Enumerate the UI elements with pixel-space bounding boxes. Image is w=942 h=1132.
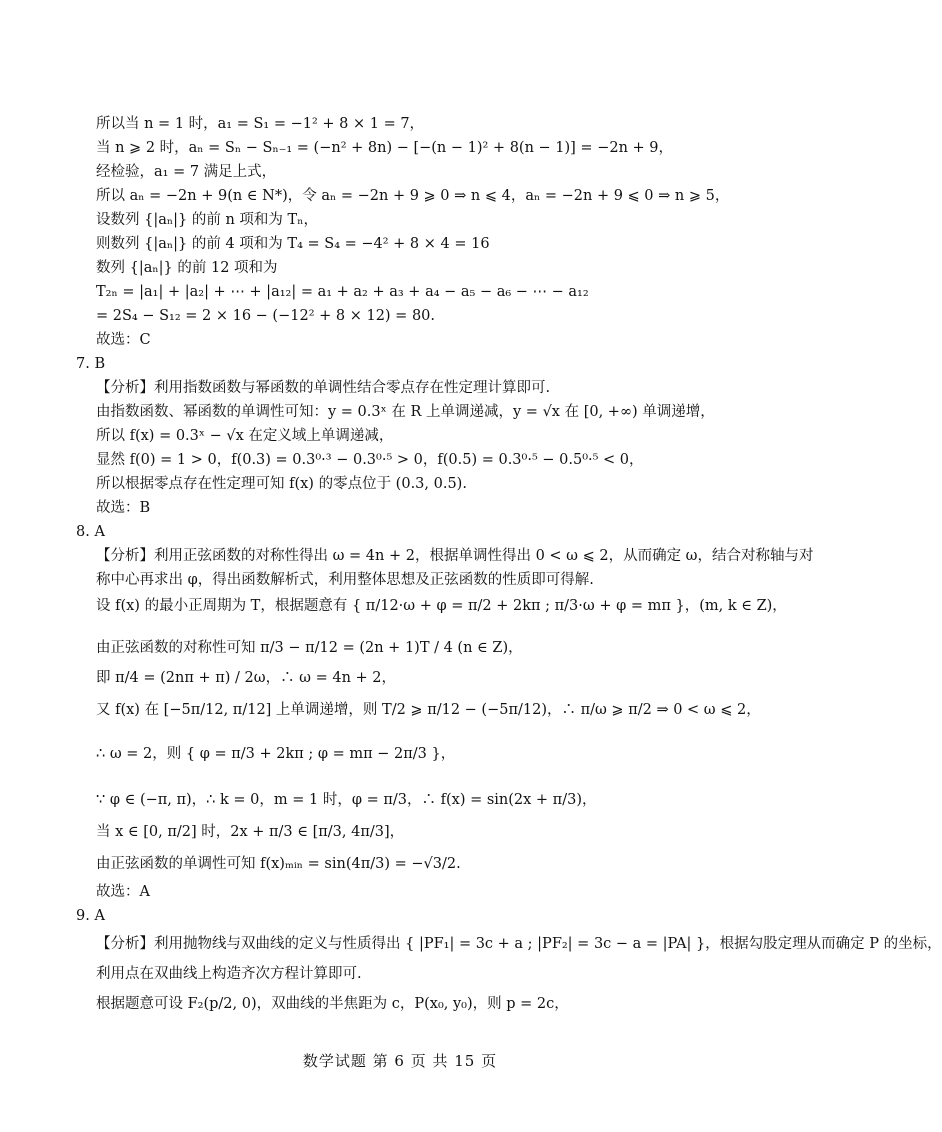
text-line: 所以当 n = 1 时，a₁ = S₁ = −1² + 8 × 1 = 7，	[96, 116, 425, 132]
text-line: 当 n ⩾ 2 时，aₙ = Sₙ − Sₙ₋₁ = (−n² + 8n) − [−(n − 1)² + 8(n − 1)] = −2n + 9，	[96, 140, 673, 156]
text-line: 设 f(x) 的最小正周期为 T，根据题意有 { π/12·ω + φ = π/2 + 2kπ ; π/3·ω + φ = mπ }，(m, k ∈ Z)，	[96, 598, 787, 614]
text-line: 经检验，a₁ = 7 满足上式，	[96, 164, 277, 180]
text-line: 当 x ∈ [0, π/2] 时，2x + π/3 ∈ [π/3, 4π/3]，	[96, 824, 405, 840]
text-line: 由正弦函数的单调性可知 f(x)ₘᵢₙ = sin(4π/3) = −√3/2.	[96, 856, 461, 872]
text-line: 利用点在双曲线上构造齐次方程计算即可.	[96, 966, 362, 982]
text-line: 8. A	[76, 524, 105, 540]
text-line: 【分析】利用抛物线与双曲线的定义与性质得出 { |PF₁| = 3c + a ; |PF₂| = 3c − a = |PA| }，根据勾股定理从而确定 P 的坐标，	[96, 936, 942, 952]
text-line: 即 π/4 = (2nπ + π) / 2ω，∴ ω = 4n + 2，	[96, 670, 397, 686]
text-line: 所以 f(x) = 0.3ˣ − √x 在定义域上单调递减，	[96, 428, 394, 444]
text-line: T₂ₙ = |a₁| + |a₂| + ⋯ + |a₁₂| = a₁ + a₂ + a₃ + a₄ − a₅ − a₆ − ⋯ − a₁₂	[96, 284, 589, 300]
text-line: 故选：B	[96, 500, 151, 516]
text-line: ∴ ω = 2，则 { φ = π/3 + 2kπ ; φ = mπ − 2π/3 }，	[96, 746, 456, 762]
text-line: 则数列 {|aₙ|} 的前 4 项和为 T₄ = S₄ = −4² + 8 × 4 = 16	[96, 236, 490, 252]
text-line: 由指数函数、幂函数的单调性可知：y = 0.3ˣ 在 R 上单调递减，y = √x 在 [0, +∞) 单调递增，	[96, 404, 715, 420]
text-line: 设数列 {|aₙ|} 的前 n 项和为 Tₙ，	[96, 212, 318, 228]
text-line: 9. A	[76, 908, 105, 924]
text-line: 又 f(x) 在 [−5π/12, π/12] 上单调递增，则 T/2 ⩾ π/12 − (−5π/12)，∴ π/ω ⩾ π/2 ⇒ 0 < ω ⩽ 2，	[96, 702, 761, 718]
text-line: 故选：C	[96, 332, 151, 348]
text-line: 【分析】利用正弦函数的对称性得出 ω = 4n + 2，根据单调性得出 0 < ω ⩽ 2，从而确定 ω，结合对称轴与对	[96, 548, 814, 564]
text-line: = 2S₄ − S₁₂ = 2 × 16 − (−12² + 8 × 12) = 80.	[96, 308, 436, 324]
text-line: 所以 aₙ = −2n + 9(n ∈ N*)，令 aₙ = −2n + 9 ⩾ 0 ⇒ n ⩽ 4，aₙ = −2n + 9 ⩽ 0 ⇒ n ⩾ 5，	[96, 188, 730, 204]
text-line: 数列 {|aₙ|} 的前 12 项和为	[96, 260, 278, 276]
text-line: 根据题意可设 F₂(p/2, 0)，双曲线的半焦距为 c，P(x₀, y₀)，则 p = 2c，	[96, 996, 569, 1012]
text-line: 由正弦函数的对称性可知 π/3 − π/12 = (2n + 1)T / 4 (n ∈ Z)，	[96, 640, 523, 656]
page-footer: 数学试题 第 6 页 共 15 页	[302, 1052, 498, 1070]
text-line: 故选：A	[96, 884, 150, 900]
text-line: 7. B	[76, 356, 106, 372]
text-line: 所以根据零点存在性定理可知 f(x) 的零点位于 (0.3, 0.5).	[96, 476, 467, 492]
text-line: ∵ φ ∈ (−π, π)，∴ k = 0，m = 1 时，φ = π/3，∴ f(x) = sin(2x + π/3)，	[96, 792, 597, 808]
text-line: 显然 f(0) = 1 > 0，f(0.3) = 0.3⁰·³ − 0.3⁰·⁵ > 0，f(0.5) = 0.3⁰·⁵ − 0.5⁰·⁵ < 0，	[96, 452, 644, 468]
text-line: 称中心再求出 φ，得出函数解析式，利用整体思想及正弦函数的性质即可得解.	[96, 572, 594, 588]
text-line: 【分析】利用指数函数与幂函数的单调性结合零点存在性定理计算即可.	[96, 380, 551, 396]
